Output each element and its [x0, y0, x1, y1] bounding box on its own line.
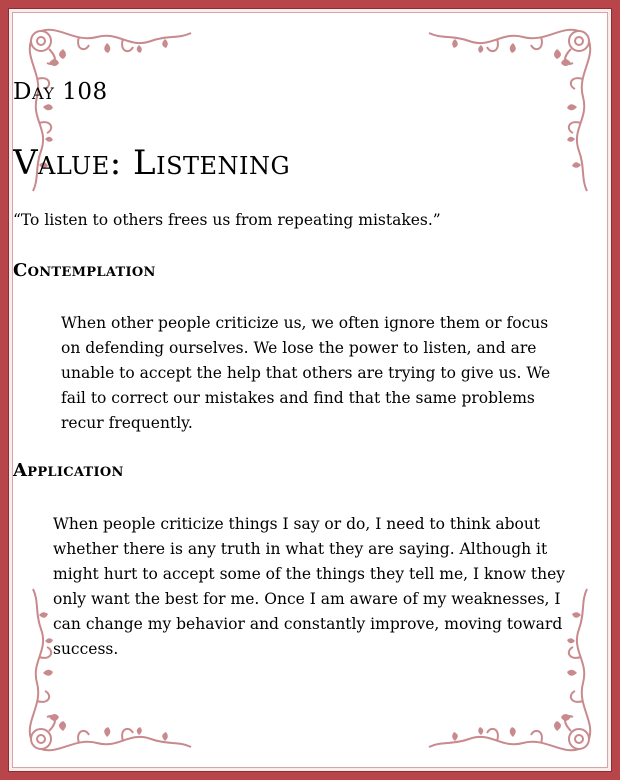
frame-inner-border — [8, 8, 612, 772]
page — [12, 12, 608, 768]
quote-text: “To listen to others frees us from repeating mistakes.” — [13, 211, 441, 229]
application-heading: Application — [13, 460, 124, 481]
application-paragraph: When people criticize things I say or do, I need to think about whether there is any truth in what they are saying. Although it might hurt to accept some of the things they tell me, I know they only want the best for me. Once I am aware of my weaknesses, I can change my behavior and constantly improve, moving toward success. — [53, 515, 566, 658]
contemplation-heading: Contemplation — [13, 260, 156, 281]
day-heading: Day 108 — [13, 79, 108, 105]
contemplation-paragraph: When other people criticize us, we often ignore them or focus on defending ourselves. We lose the power to listen, and are unable to accept the help that others are trying to give us. We fail to correct our mistakes and find that the same problems recur frequently. — [61, 314, 551, 432]
page-title: Value: Listening — [13, 143, 291, 183]
